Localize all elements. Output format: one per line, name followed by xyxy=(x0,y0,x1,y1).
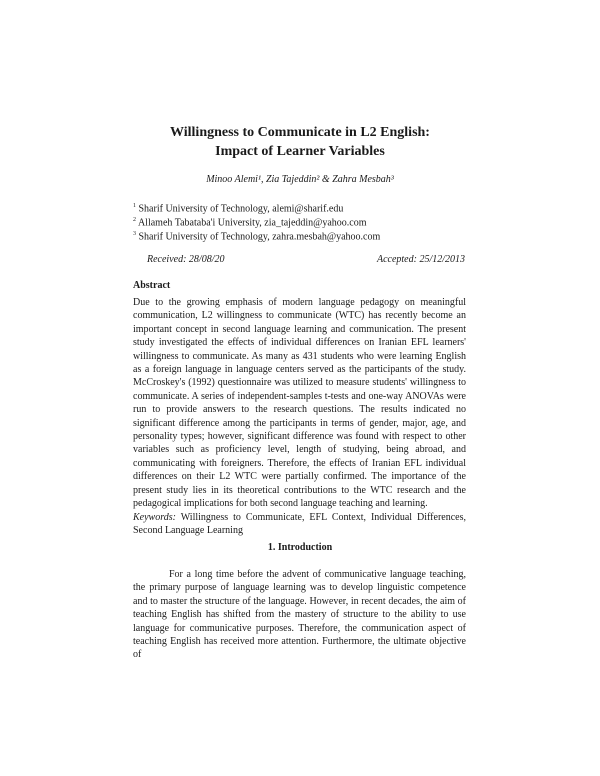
paper-title-line-2: Impact of Learner Variables xyxy=(215,144,385,159)
affiliation-number: 2 xyxy=(133,217,136,223)
submission-dates xyxy=(147,254,465,265)
affiliation-text: Sharif University of Technology, alemi@sharif.edu xyxy=(138,203,344,215)
section-heading-introduction: 1. Introduction xyxy=(267,542,333,553)
affiliation-3 xyxy=(133,228,380,243)
keywords xyxy=(133,511,466,538)
affiliation-text: Allameh Tabataba'i University, zia_tajeddin@yahoo.com xyxy=(137,217,367,229)
keywords-label: Keywords: xyxy=(133,512,176,523)
received-date: Received: 28/08/20 xyxy=(147,254,225,265)
author-list: Minoo Alemi¹, Zia Tajeddin² & Zahra Mesbah³ xyxy=(206,174,394,185)
affiliation-number: 3 xyxy=(133,231,136,237)
introduction-paragraph: For a long time before the advent of communicative language teaching, the primary purpose of language learning was to develop linguistic competence and to master the structure of the language. However, in recent decades, the aim of teaching English has shifted from the mastery of structure to the ability to use language for communicative purposes. Therefore, the communication aspect of teaching English has received more attention. Furthermore, the ultimate objective of xyxy=(133,569,466,661)
abstract-heading: Abstract xyxy=(133,280,171,291)
paper-title-line-1: Willingness to Communicate in L2 English: xyxy=(170,125,430,140)
affiliation-number: 1 xyxy=(133,203,136,209)
affiliation-text: Sharif University of Technology, zahra.mesbah@yahoo.com xyxy=(138,231,381,243)
accepted-date: Accepted: 25/12/2013 xyxy=(376,254,465,265)
keywords-text: Willingness to Communicate, EFL Context, Individual Differences, Second Language Learning xyxy=(133,512,466,537)
abstract-body: Due to the growing emphasis of modern language pedagogy on meaningful communication, L2 willingness to communicate (WTC) has recently become an important concept in second language learning and communication. The present study investigated the effects of individual differences on Iranian EFL learners' willingness to communicate. As many as 431 students who were learning English as a foreign language in language centers served as the participants of the study. McCroskey's (1992) questionnaire was utilized to measure students' willingness to communicate. A series of independent-samples t-tests and one-way ANOVAs were run to provide answers to the research questions. The results indicated no significant difference among the participants in terms of gender, major, age, and personality types; however, significant difference was found with respect to other variables such as proficiency level, length of studying, being abroad, and communicating with foreigners. Therefore, the effects of Iranian EFL individual differences on their L2 WTC were partially confirmed. The importance of the present study lies in its theoretical contributions to the WTC research and the pedagogical implications for both second language teaching and learning. xyxy=(133,297,466,510)
